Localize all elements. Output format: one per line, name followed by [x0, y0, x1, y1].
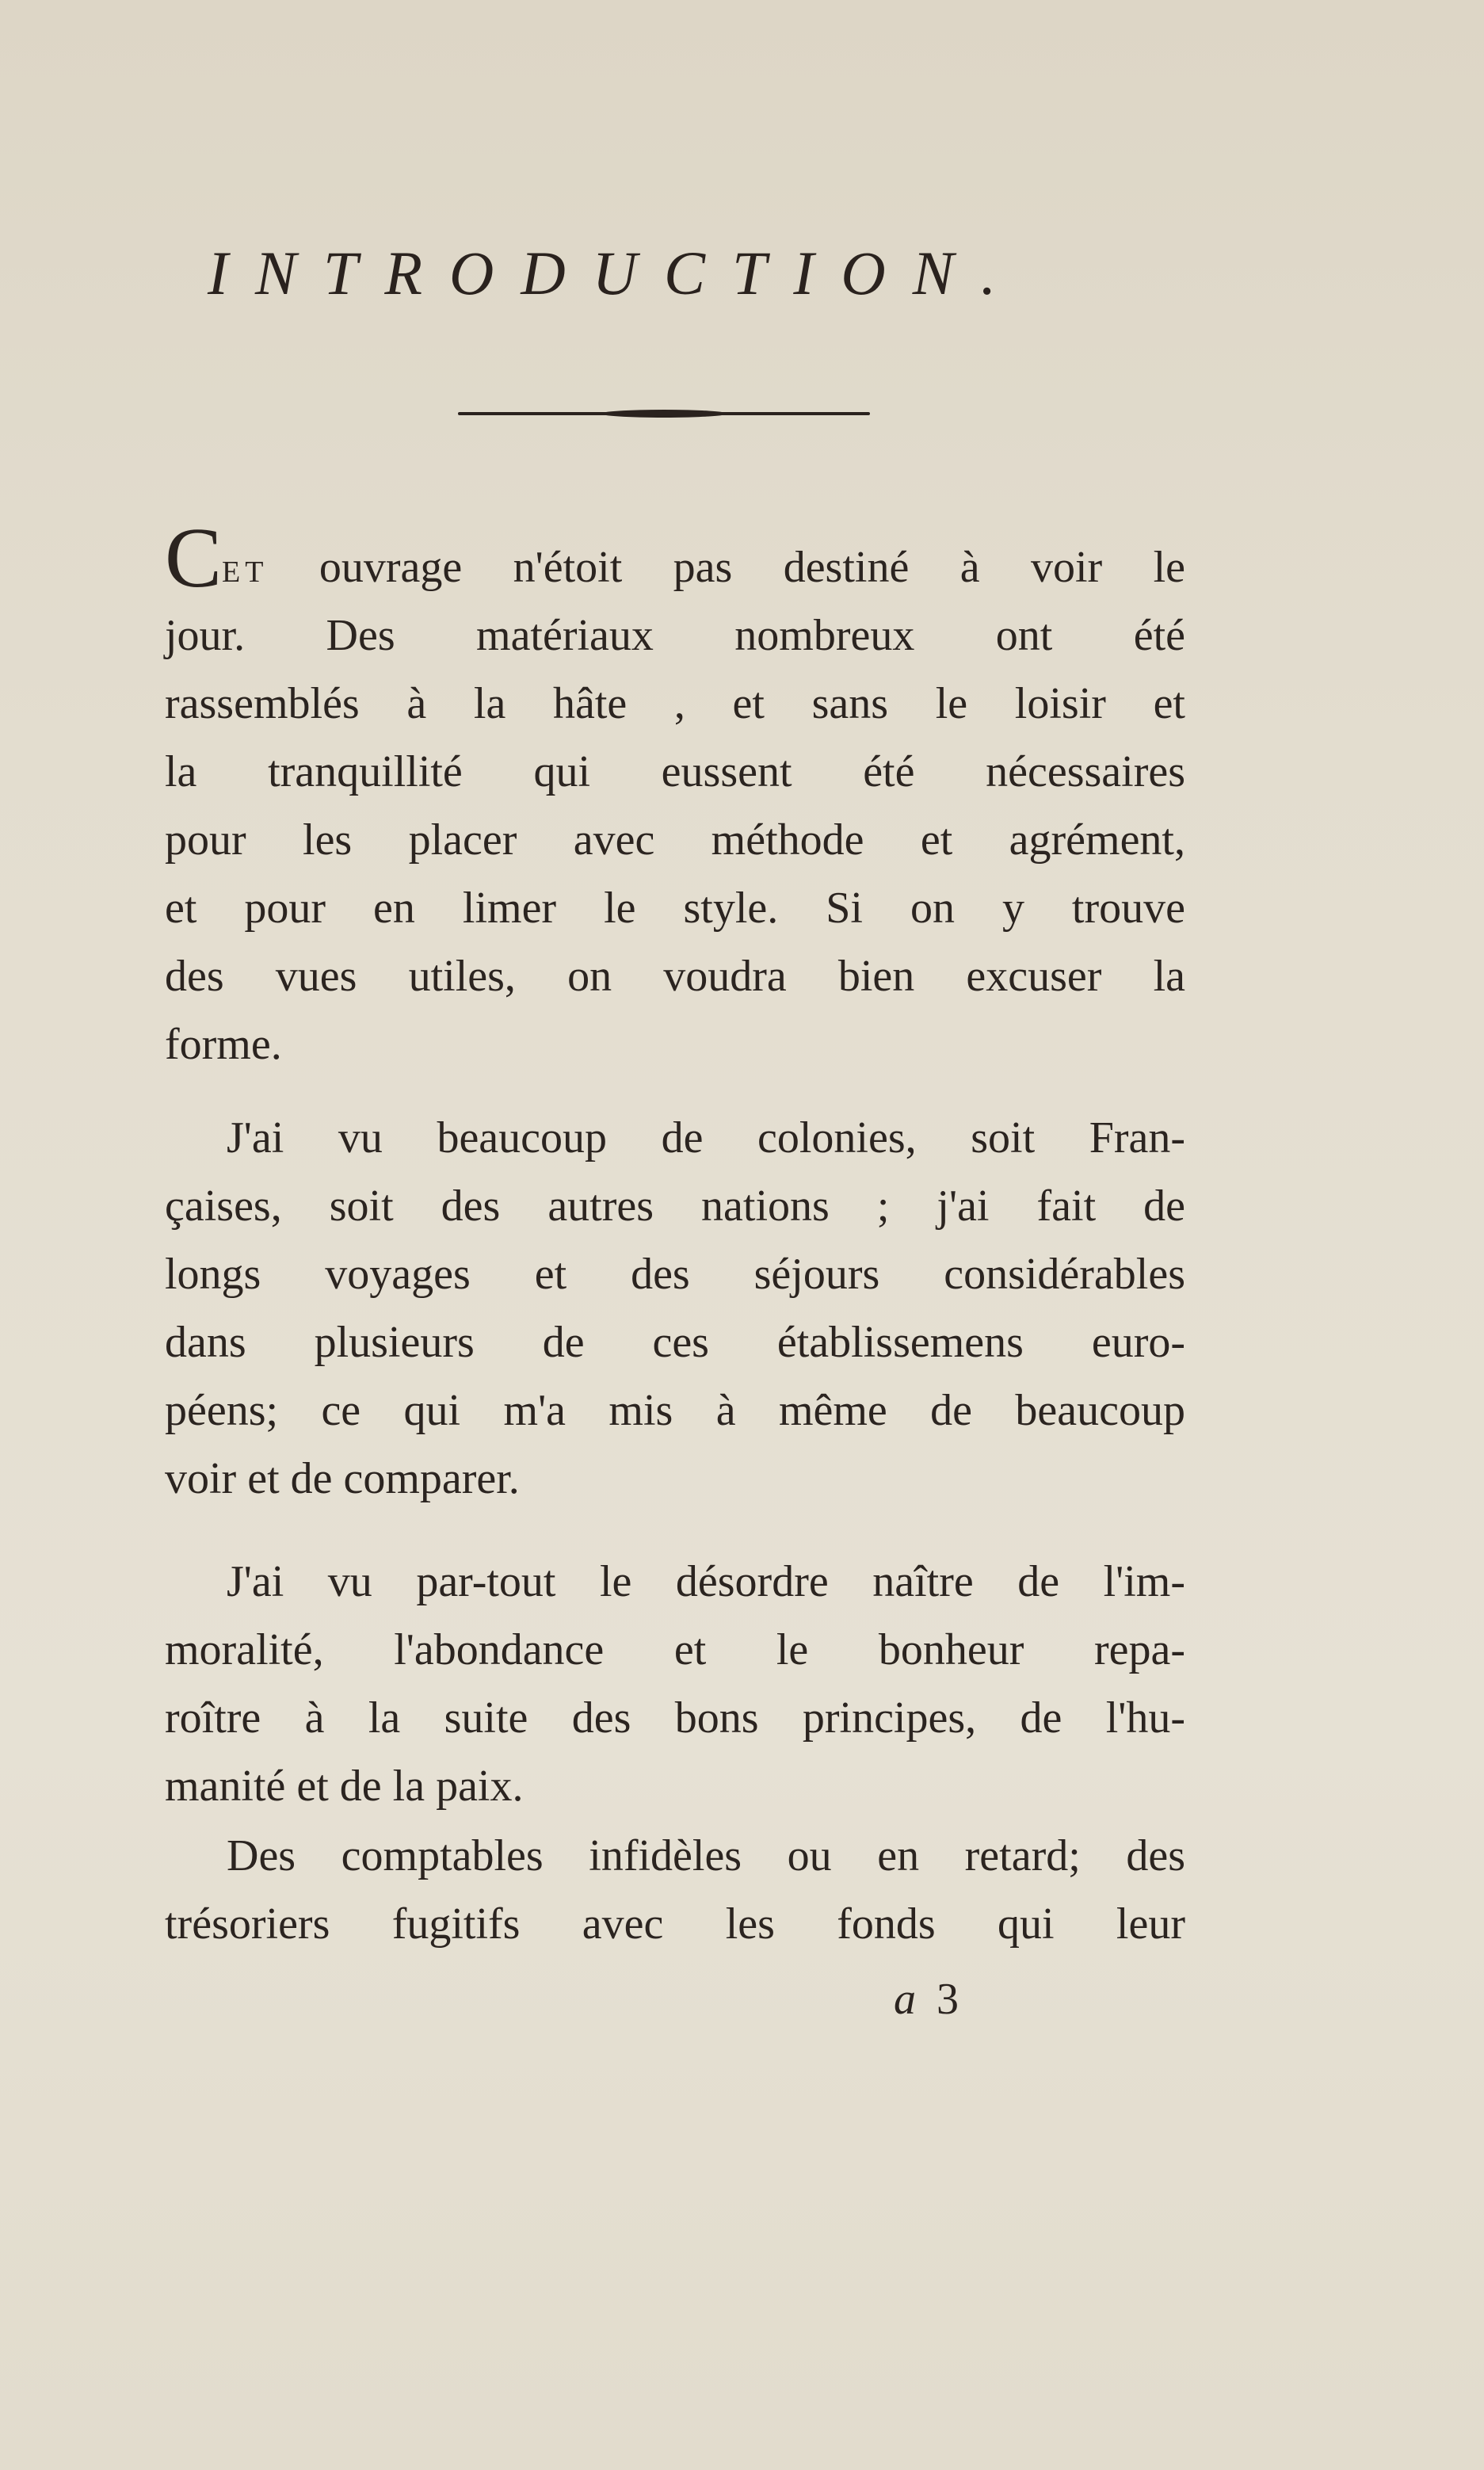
text-line: Des comptables infidèles ou en retard; des [227, 1831, 1185, 1880]
text-line: des vues utiles, on voudra bien excuser la [165, 952, 1185, 1001]
text-line: et pour en limer le style. Si on y trouve [165, 884, 1185, 933]
text-line: çaises, soit des autres nations ; j'ai fait de [165, 1182, 1185, 1231]
drop-cap: C [165, 511, 223, 605]
text-line: roître à la suite des bons principes, de l'hu- [165, 1693, 1185, 1743]
paragraph-3 [165, 1548, 1185, 1820]
text-line: dans plusieurs de ces établissemens euro- [165, 1318, 1185, 1367]
text-line: pour les placer avec méthode et agrément, [165, 815, 1185, 865]
small-caps-text: ET [222, 555, 269, 589]
text-line: forme. [165, 1020, 282, 1069]
text-line: J'ai vu par-tout le désordre naître de l'im- [227, 1557, 1185, 1606]
paragraph-1 [165, 511, 1185, 1078]
text-line: rassemblés à la hâte , et sans le loisir et [165, 679, 1185, 728]
text-line: manité et de la paix. [165, 1762, 524, 1811]
text-line: trésoriers fugitifs avec les fonds qui leur [165, 1899, 1185, 1949]
text-line: péens; ce qui m'a mis à même de beaucoup [165, 1386, 1185, 1435]
text-line: moralité, l'abondance et le bonheur repa- [165, 1625, 1185, 1674]
text-line: la tranquillité qui eussent été nécessaires [165, 747, 1185, 796]
chapter-heading: INTRODUCTION. [208, 239, 1024, 307]
paragraph-4 [165, 1822, 1185, 1958]
text-line: jour. Des matériaux nombreux ont été [165, 611, 1185, 660]
text-line-rest: ouvrage n'étoit pas destiné à voir le [268, 543, 1185, 592]
signature-letter: a [894, 1975, 916, 2024]
text-line [165, 511, 1185, 605]
text-line: voir et de comparer. [165, 1454, 520, 1503]
signature-mark [894, 1972, 959, 2027]
signature-number: 3 [937, 1975, 959, 2024]
text-line: longs voyages et des séjours considérables [165, 1250, 1185, 1299]
ornamental-rule [458, 412, 870, 415]
text-line: J'ai vu beaucoup de colonies, soit Fran- [227, 1113, 1185, 1162]
paragraph-2 [165, 1104, 1185, 1513]
